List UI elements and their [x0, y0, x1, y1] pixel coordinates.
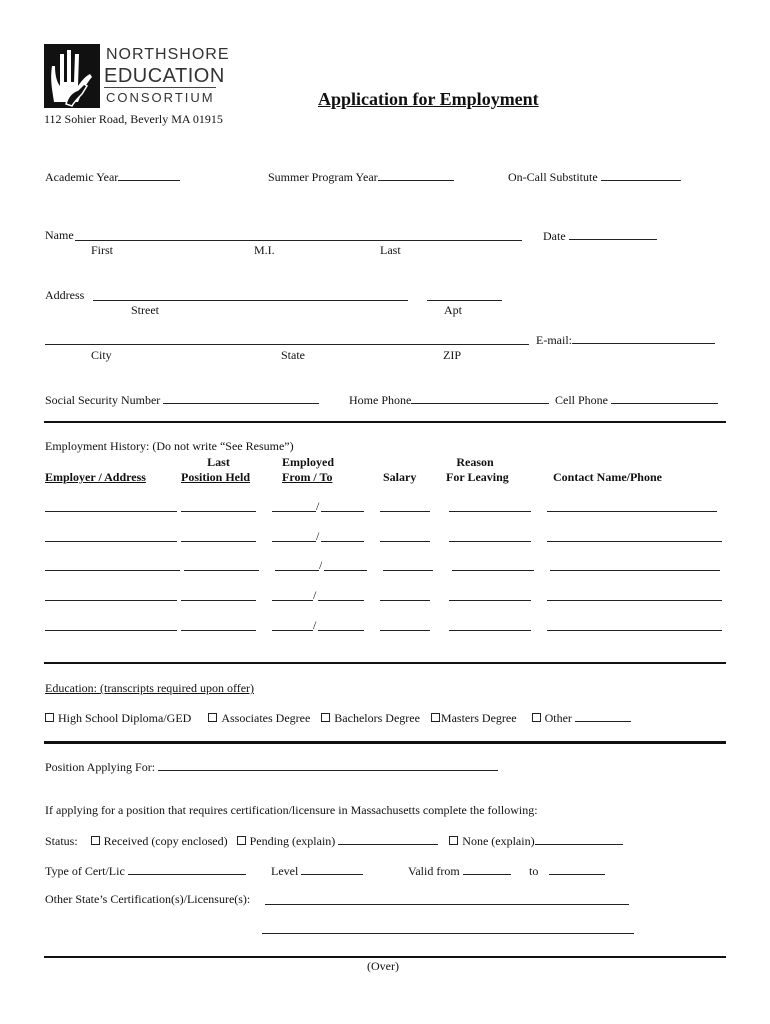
- summer-program-year-field[interactable]: [268, 169, 454, 184]
- col-salary: Salary: [383, 470, 417, 484]
- contact-input[interactable]: [550, 570, 720, 571]
- from-to-slash: /: [313, 618, 317, 632]
- position-input[interactable]: [181, 541, 256, 542]
- city-state-zip-input-line[interactable]: [45, 344, 529, 345]
- pending-explain-input[interactable]: [338, 833, 438, 845]
- checkbox-bachelors[interactable]: Bachelors Degree: [321, 711, 420, 725]
- status-row: [45, 833, 623, 848]
- to-input[interactable]: [321, 541, 364, 542]
- page-title: Application for Employment: [318, 89, 539, 109]
- apt-caption: Apt: [444, 303, 462, 317]
- cell-phone-label: Cell Phone: [555, 393, 608, 407]
- email-label: E-mail:: [536, 333, 572, 347]
- street-caption: Street: [131, 303, 159, 317]
- logo: [44, 44, 230, 110]
- position-input[interactable]: [181, 630, 256, 631]
- valid-to-label: to: [529, 864, 539, 878]
- ssn-label: Social Security Number: [45, 393, 161, 407]
- position-applying-label: Position Applying For:: [45, 760, 156, 774]
- checkbox-icon: [91, 836, 100, 845]
- other-state-cert-label: Other State’s Certification(s)/Licensure(s):: [45, 892, 251, 906]
- contact-input[interactable]: [547, 630, 722, 631]
- from-input[interactable]: [272, 511, 316, 512]
- salary-input[interactable]: [380, 511, 430, 512]
- checkbox-other[interactable]: Other: [532, 711, 631, 725]
- to-input[interactable]: [318, 630, 364, 631]
- status-label: Status:: [45, 834, 78, 848]
- employer-input[interactable]: [45, 600, 177, 601]
- zip-caption: ZIP: [443, 348, 461, 362]
- education-heading: Education: (transcripts required upon offer): [45, 681, 255, 695]
- checkbox-icon: [532, 713, 541, 722]
- first-name-caption: First: [91, 243, 114, 257]
- city-caption: City: [91, 348, 112, 362]
- state-caption: State: [281, 348, 305, 362]
- org-name-line2: EDUCATION: [104, 65, 225, 87]
- position-input[interactable]: [181, 511, 256, 512]
- employer-input[interactable]: [45, 541, 177, 542]
- from-to-slash: /: [313, 588, 317, 602]
- last-name-caption: Last: [380, 243, 401, 257]
- col-position-top: Last: [207, 455, 230, 469]
- contact-input[interactable]: [547, 511, 717, 512]
- checkbox-icon: [45, 713, 54, 722]
- hands-logo-icon: [44, 44, 100, 108]
- position-applying-field[interactable]: [45, 759, 498, 774]
- org-name-line3: CONSORTIUM: [106, 90, 215, 105]
- salary-input[interactable]: [380, 541, 430, 542]
- on-call-substitute-label: On-Call Substitute: [508, 170, 598, 184]
- name-label: Name: [45, 228, 74, 242]
- level-label: Level: [271, 864, 299, 878]
- from-input[interactable]: [272, 630, 313, 631]
- name-input-line[interactable]: [75, 240, 522, 241]
- ssn-field[interactable]: [45, 392, 319, 407]
- checkbox-none[interactable]: None (explain): [449, 834, 622, 848]
- salary-input[interactable]: [380, 600, 430, 601]
- checkbox-icon: [237, 836, 246, 845]
- date-field[interactable]: [543, 228, 657, 243]
- cell-phone-field[interactable]: [555, 392, 718, 407]
- from-to-slash: /: [316, 529, 320, 543]
- home-phone-field[interactable]: [349, 392, 549, 407]
- from-input[interactable]: [272, 600, 313, 601]
- divider: [44, 956, 726, 958]
- col-employed-top: Employed: [281, 455, 334, 469]
- valid-to-field[interactable]: [529, 863, 605, 878]
- address-label: Address: [45, 288, 85, 302]
- valid-from-field[interactable]: [408, 863, 511, 878]
- from-to-slash: /: [319, 558, 323, 572]
- salary-input[interactable]: [380, 630, 430, 631]
- to-input[interactable]: [321, 511, 364, 512]
- col-position-held: Position Held: [181, 470, 251, 484]
- checkbox-high-school[interactable]: High School Diploma/GED: [45, 711, 191, 725]
- checkbox-received[interactable]: Received (copy enclosed): [91, 834, 228, 848]
- on-call-substitute-field[interactable]: [508, 169, 681, 184]
- from-to-slash: /: [316, 499, 320, 513]
- position-input[interactable]: [181, 600, 256, 601]
- education-options: [45, 710, 631, 725]
- employer-input[interactable]: [45, 630, 177, 631]
- col-contact-name-phone: Contact Name/Phone: [553, 470, 662, 484]
- employment-history-heading: Employment History: (Do not write “See Resume”): [45, 439, 294, 453]
- certification-intro: If applying for a position that requires certification/licensure in Massachusetts complete the following:: [45, 803, 538, 817]
- contact-input[interactable]: [547, 600, 722, 601]
- org-address: 112 Sohier Road, Beverly MA 01915: [44, 112, 223, 126]
- checkbox-icon: [321, 713, 330, 722]
- reason-input[interactable]: [449, 600, 531, 601]
- level-field[interactable]: [271, 863, 363, 878]
- from-input[interactable]: [272, 541, 316, 542]
- from-input[interactable]: [275, 570, 319, 571]
- position-input[interactable]: [184, 570, 259, 571]
- checkbox-icon: [449, 836, 458, 845]
- other-state-cert-input-1[interactable]: [265, 904, 629, 905]
- over-page-note: (Over): [367, 959, 399, 973]
- to-input[interactable]: [318, 600, 364, 601]
- summer-program-year-label: Summer Program Year: [268, 170, 378, 184]
- divider: [44, 741, 726, 744]
- home-phone-label: Home Phone: [349, 393, 412, 407]
- reason-input[interactable]: [449, 511, 531, 512]
- reason-input[interactable]: [449, 630, 531, 631]
- middle-initial-caption: M.I.: [254, 243, 275, 257]
- street-input-line[interactable]: [93, 300, 408, 301]
- col-reason-for-leaving: For Leaving: [446, 470, 509, 484]
- academic-year-field[interactable]: [45, 169, 180, 184]
- apt-input-line[interactable]: [427, 300, 502, 301]
- academic-year-label: Academic Year: [45, 170, 119, 184]
- col-employer-address: Employer / Address: [45, 470, 146, 484]
- cert-type-label: Type of Cert/Lic: [45, 864, 125, 878]
- org-name-line1: NORTHSHORE: [106, 46, 230, 63]
- checkbox-pending[interactable]: Pending (explain): [237, 834, 439, 848]
- other-input[interactable]: [575, 710, 631, 722]
- checkbox-masters[interactable]: Masters Degree: [431, 711, 517, 725]
- checkbox-icon: [208, 713, 217, 722]
- employer-input[interactable]: [45, 511, 177, 512]
- to-input[interactable]: [324, 570, 367, 571]
- employer-input[interactable]: [45, 570, 180, 571]
- reason-input[interactable]: [449, 541, 531, 542]
- reason-input[interactable]: [452, 570, 534, 571]
- checkbox-associates[interactable]: Associates Degree: [208, 711, 310, 725]
- col-employed-from-to: From / To: [282, 470, 333, 484]
- email-field[interactable]: [536, 332, 715, 347]
- divider: [44, 421, 726, 423]
- date-label: Date: [543, 229, 566, 243]
- cert-type-field[interactable]: [45, 863, 246, 878]
- checkbox-icon: [431, 713, 440, 722]
- salary-input[interactable]: [383, 570, 433, 571]
- none-explain-input[interactable]: [535, 833, 623, 845]
- divider: [44, 662, 726, 664]
- valid-from-label: Valid from: [408, 864, 460, 878]
- contact-input[interactable]: [547, 541, 722, 542]
- other-state-cert-input-2[interactable]: [262, 933, 634, 934]
- col-reason-top: Reason: [456, 455, 494, 469]
